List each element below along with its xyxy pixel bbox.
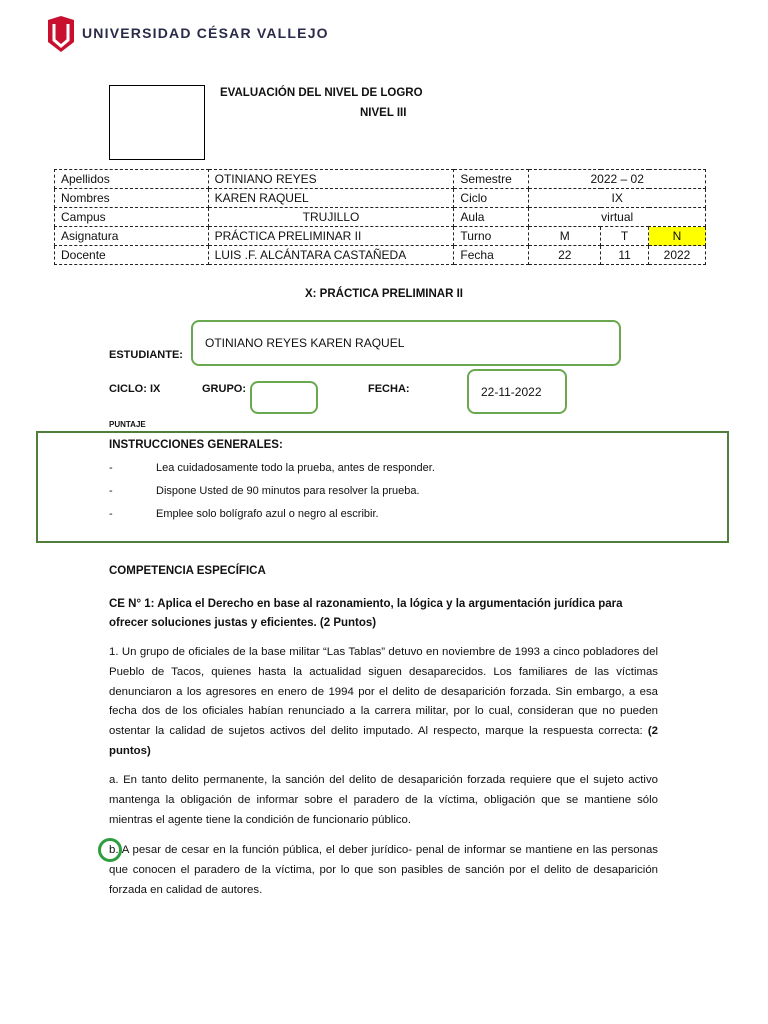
level-title: NIVEL III [360,107,407,119]
table-row [55,227,706,246]
question-text [109,643,658,762]
ciclo-text: CICLO: IX [109,383,161,395]
ciclo-label: Ciclo [454,189,529,208]
list-bullet: - [109,485,113,497]
turno-n-highlighted: N [649,227,706,246]
table-row [55,170,706,189]
semestre-label: Semestre [454,170,529,189]
student-label: ESTUDIANTE: [109,349,183,361]
fecha-day: 22 [529,246,601,265]
table-row [55,189,706,208]
fecha-value: 22-11-2022 [481,385,542,399]
option-b[interactable]: b. A pesar de cesar en la función pública, el deber jurídico- penal de informar se mantiene en las personas que conocen el paradero de la víctima, por lo que son pasibles de sanción por el delito de desaparición forzada en calidad de autores. [109,844,658,896]
aula-value: virtual [529,208,706,227]
docente-value: LUIS .F. ALCÁNTARA CASTAÑEDA [208,246,454,265]
turno-label: Turno [454,227,529,246]
university-logo-icon [46,16,76,52]
section-title: X: PRÁCTICA PRELIMINAR II [304,288,464,300]
selected-answer-circle [98,838,122,862]
docente-label: Docente [55,246,209,265]
list-item: Emplee solo bolígrafo azul o negro al escribir. [156,508,379,520]
option-a[interactable]: a. En tanto delito permanente, la sanción del delito de desaparición forzada requiere que el sujeto activo mantenga la obligación de informar sobre el paradero de la víctima, obligación que se mantiene sólo mientras el agente tiene la condición de funcionario público. [109,774,658,826]
fecha-label: FECHA: [368,383,410,395]
apellidos-value: OTINIANO REYES [208,170,454,189]
competencia-statement: CE N° 1: Aplica el Derecho en base al razonamiento, la lógica y la argumentación jurídica para ofrecer soluciones justas y eficientes. (2 Puntos) [109,598,623,629]
list-bullet: - [109,508,113,520]
table-row [55,208,706,227]
university-name: UNIVERSIDAD CÉSAR VALLEJO [82,25,329,41]
grupo-field[interactable] [250,381,318,414]
fecha-year: 2022 [649,246,706,265]
aula-label: Aula [454,208,529,227]
table-row [55,246,706,265]
campus-value: TRUJILLO [208,208,454,227]
student-name-value: OTINIANO REYES KAREN RAQUEL [205,336,405,350]
photo-box [109,85,205,160]
semestre-value: 2022 – 02 [529,170,706,189]
fecha-label: Fecha [454,246,529,265]
nombres-label: Nombres [55,189,209,208]
evaluation-title: EVALUACIÓN DEL NIVEL DE LOGRO [220,87,423,99]
list-bullet: - [109,462,113,474]
list-item: Lea cuidadosamente todo la prueba, antes de responder. [156,462,435,474]
apellidos-label: Apellidos [55,170,209,189]
instructions-title: INSTRUCCIONES GENERALES: [109,439,283,451]
student-info-table [54,169,706,265]
asignatura-value: PRÁCTICA PRELIMINAR II [208,227,454,246]
competencia-title: COMPETENCIA ESPECÍFICA [109,565,266,577]
campus-label: Campus [55,208,209,227]
fecha-month: 11 [601,246,649,265]
asignatura-label: Asignatura [55,227,209,246]
question-body: 1. Un grupo de oficiales de la base militar “Las Tablas” detuvo en noviembre de 1993 a cinco pobladores del Pueblo de Tacos, quienes hasta la actualidad siguen desaparecidos. Los familiares de las víctimas denunciaron a los agresores en enero de 1994 por el delito de desaparición forzada. Sin embargo, a esa fecha dos de los oficiales habían renunciado a la carrera militar, por lo cual, consideran que no pueden ostentar la calidad de sujetos activos del delito imputado. Al respecto, marque la respuesta correcta: [109,646,658,738]
question-points: (2 puntos) [109,725,659,757]
turno-m: M [529,227,601,246]
list-item: Dispone Usted de 90 minutos para resolver la prueba. [156,485,420,497]
grupo-label: GRUPO: [202,383,246,395]
ciclo-value: IX [529,189,706,208]
puntaje-label: PUNTAJE [109,420,146,429]
turno-t: T [601,227,649,246]
nombres-value: KAREN RAQUEL [208,189,454,208]
